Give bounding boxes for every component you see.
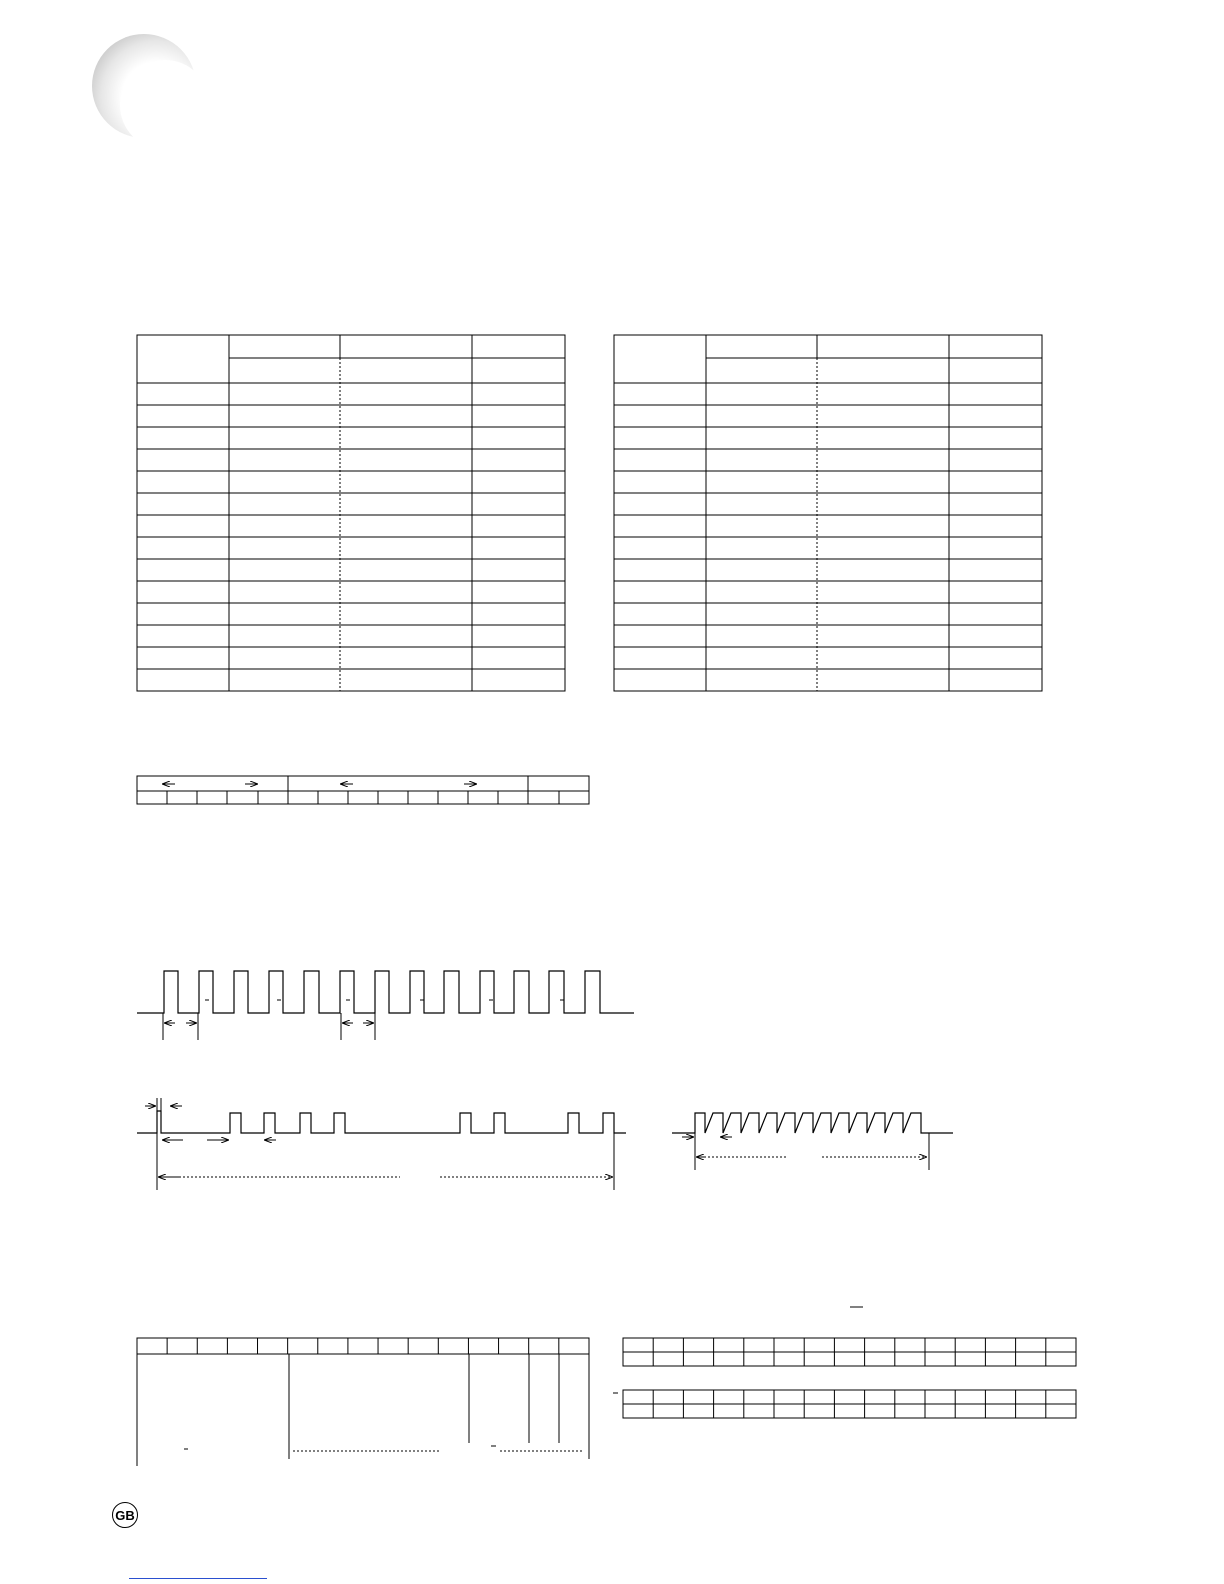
- bit-grid-upper: [623, 1338, 1076, 1366]
- pulse-waveform-frame: [137, 1098, 626, 1190]
- footer-link-underline[interactable]: [129, 1578, 267, 1579]
- bit-frame-strip: [137, 776, 589, 804]
- bit-grid-lower: [623, 1390, 1076, 1418]
- bit-assignment-table: [137, 1338, 589, 1466]
- code-table-left: [137, 335, 565, 691]
- code-table-right: [614, 335, 1042, 691]
- region-badge-gb: GB: [112, 1502, 138, 1528]
- pulse-waveform-signal: [137, 971, 634, 1040]
- pulse-waveform-repeat: [672, 1113, 953, 1170]
